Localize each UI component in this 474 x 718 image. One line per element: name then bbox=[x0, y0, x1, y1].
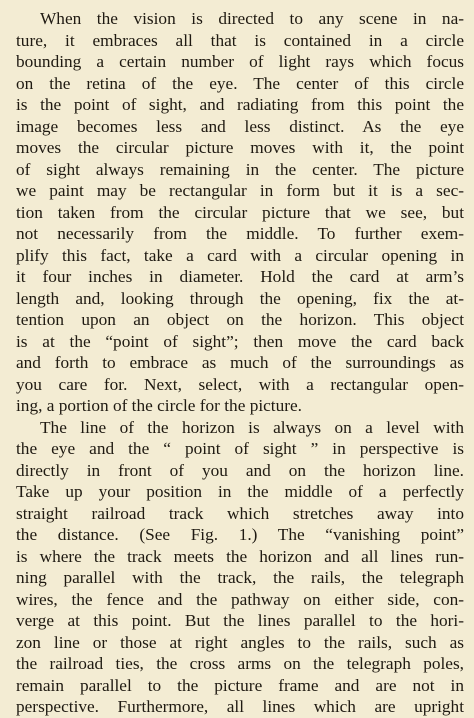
text-line: and forth to embrace as much of the surroundings as bbox=[16, 353, 464, 372]
text-line: image becomes less and less distinct. As the eye bbox=[16, 116, 464, 136]
text-line: ing, a portion of the circle for the picture. bbox=[16, 396, 302, 415]
text-line: is at the “point of sight”; then move the card back bbox=[16, 331, 464, 351]
text-line: wires, the fence and the pathway on either side, con- bbox=[16, 589, 464, 609]
text-line: verge at this point. But the lines parallel to the hori- bbox=[16, 611, 464, 630]
text-line: the distance. (See Fig. 1.) The “vanishing point” bbox=[16, 525, 464, 544]
text-line: tion taken from the circular picture that we see, but bbox=[16, 202, 464, 222]
text-line: bounding a certain number of light rays which focus bbox=[16, 52, 464, 71]
text-line: is where the track meets the horizon and all lines run- bbox=[16, 546, 464, 566]
text-line: not necessarily from the middle. To further exem- bbox=[16, 224, 464, 243]
text-line: perspective. Furthermore, all lines which are upright bbox=[16, 697, 464, 716]
text-line: moves the circular picture moves with it, the point bbox=[16, 138, 464, 157]
text-line: ning parallel with the track, the rails, the telegraph bbox=[16, 568, 464, 587]
text-line: straight railroad track which stretches away into bbox=[16, 503, 464, 523]
text-line: Take up your position in the middle of a perfectly bbox=[16, 482, 464, 501]
page-text bbox=[16, 8, 464, 718]
text-line: When the vision is directed to any scene in na- bbox=[40, 9, 464, 28]
text-line: remain parallel to the picture frame and are not in bbox=[16, 675, 464, 695]
text-line: the railroad ties, the cross arms on the telegraph poles, bbox=[16, 654, 464, 673]
text-line: of sight always remaining in the center. The picture bbox=[16, 159, 464, 179]
text-line: zon line or those at right angles to the rails, such as bbox=[16, 632, 464, 652]
text-line: tention upon an object on the horizon. This object bbox=[16, 310, 464, 329]
text-line: we paint may be rectangular in form but it is a sec- bbox=[16, 181, 464, 200]
text-line: ture, it embraces all that is contained in a circle bbox=[16, 30, 464, 50]
text-line: is the point of sight, and radiating from this point the bbox=[16, 95, 464, 114]
text-line: directly in front of you and on the horizon line. bbox=[16, 460, 464, 480]
text-line: length and, looking through the opening, fix the at- bbox=[16, 288, 464, 308]
text-line: you care for. Next, select, with a rectangular open- bbox=[16, 374, 464, 394]
text-line: it four inches in diameter. Hold the card at arm’s bbox=[16, 267, 464, 286]
text-line: plify this fact, take a card with a circular opening in bbox=[16, 245, 464, 265]
text-line: on the retina of the eye. The center of this circle bbox=[16, 73, 464, 93]
text-line: the eye and the “ point of sight ” in perspective is bbox=[16, 439, 464, 458]
text-line: The line of the horizon is always on a level with bbox=[40, 417, 464, 437]
